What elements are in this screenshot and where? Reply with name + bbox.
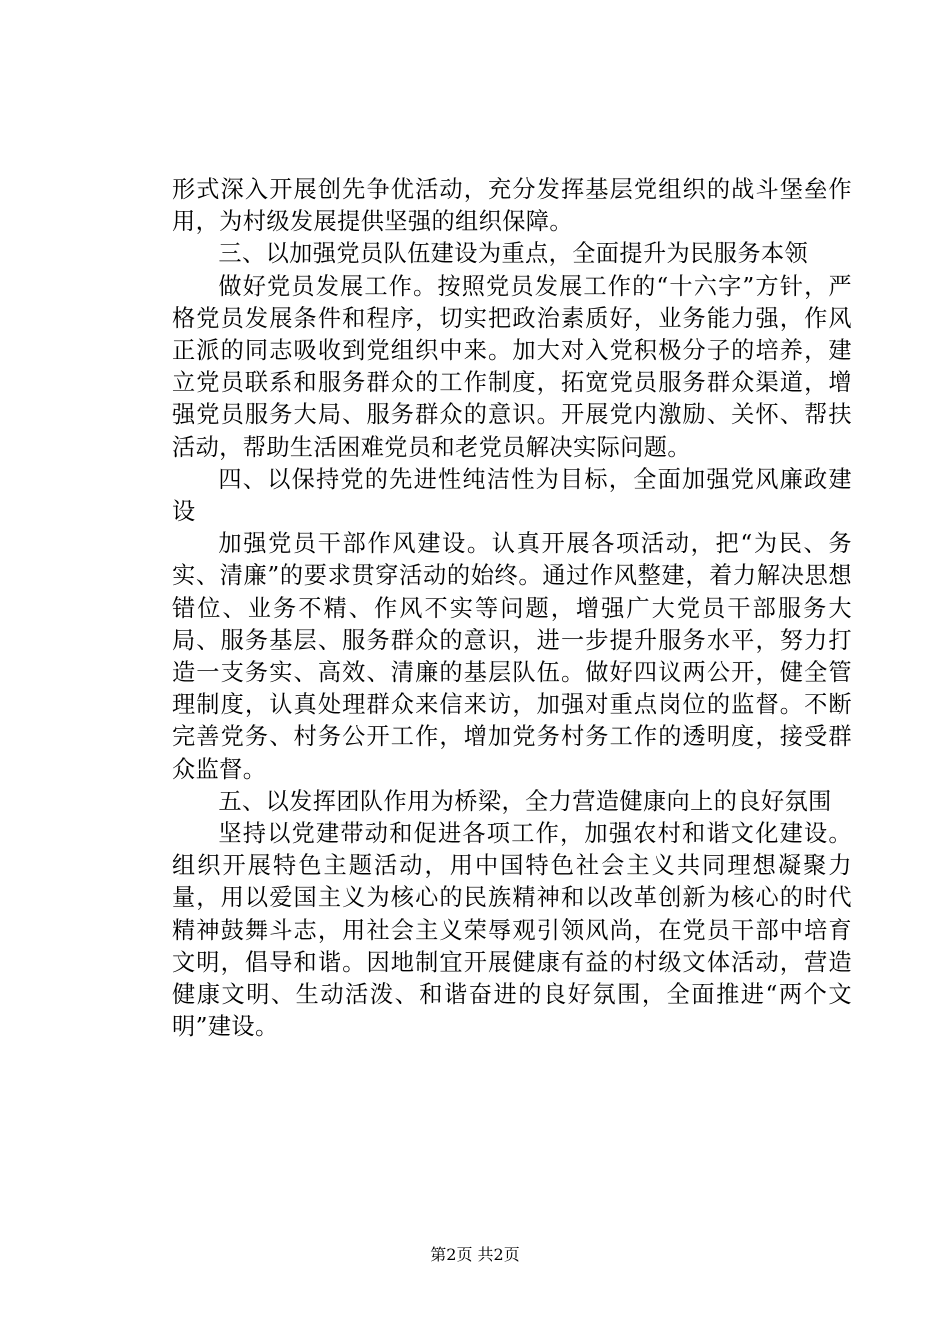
paragraph-continuation: 形式深入开展创先争优活动，充分发挥基层党组织的战斗堡垒作用，为村级发展提供坚强的组织保障。 [172,176,852,236]
section-heading-3: 三、以加强党员队伍建设为重点，全面提升为民服务本领 [218,240,809,268]
paragraph-member-development: 做好党员发展工作。按照党员发展工作的“十六字”方针，严格党员发展条件和程序，切实把政治素质好，业务能力强，作风正派的同志吸收到党组织中来。加大对入党积极分子的培养，建立党员联系和服务群众的工作制度，拓宽党员服务群众渠道，增强党员服务大局、服务群众的意识。开展党内激励、关怀、帮扶活动，帮助生活困难党员和老党员解决实际问题。 [172,272,852,461]
section-heading-4: 四、以保持党的先进性纯洁性为目标，全面加强党风廉政建设 [172,465,852,526]
section-heading-5: 五、以发挥团队作用为桥梁，全力营造健康向上的良好氛围 [218,787,832,815]
document-body [172,174,852,1043]
paragraph-culture: 坚持以党建带动和促进各项工作，加强农村和谐文化建设。组织开展特色主题活动，用中国特色社会主义共同理想凝聚力量，用以爱国主义为核心的民族精神和以改革创新为核心的时代精神鼓舞斗志，用社会主义荣辱观引领风尚，在党员干部中培育文明，倡导和谐。因地制宜开展健康有益的村级文体活动，营造健康文明、生动活泼、和谐奋进的良好氛围，全面推进“两个文明”建设。 [172,820,852,1041]
page-number-footer: 第2页 共2页 [430,1245,520,1264]
paragraph-work-style: 加强党员干部作风建设。认真开展各项活动，把“为民、务实、清廉”的要求贯穿活动的始终。通过作风整建，着力解决思想错位、业务不精、作风不实等问题，增强广大党员干部服务大局、服务基层、服务群众的意识，进一步提升服务水平，努力打造一支务实、高效、清廉的基层队伍。做好四议两公开，健全管理制度，认真处理群众来信来访，加强对重点岗位的监督。不断完善党务、村务公开工作，增加党务村务工作的透明度，接受群众监督。 [172,530,852,783]
